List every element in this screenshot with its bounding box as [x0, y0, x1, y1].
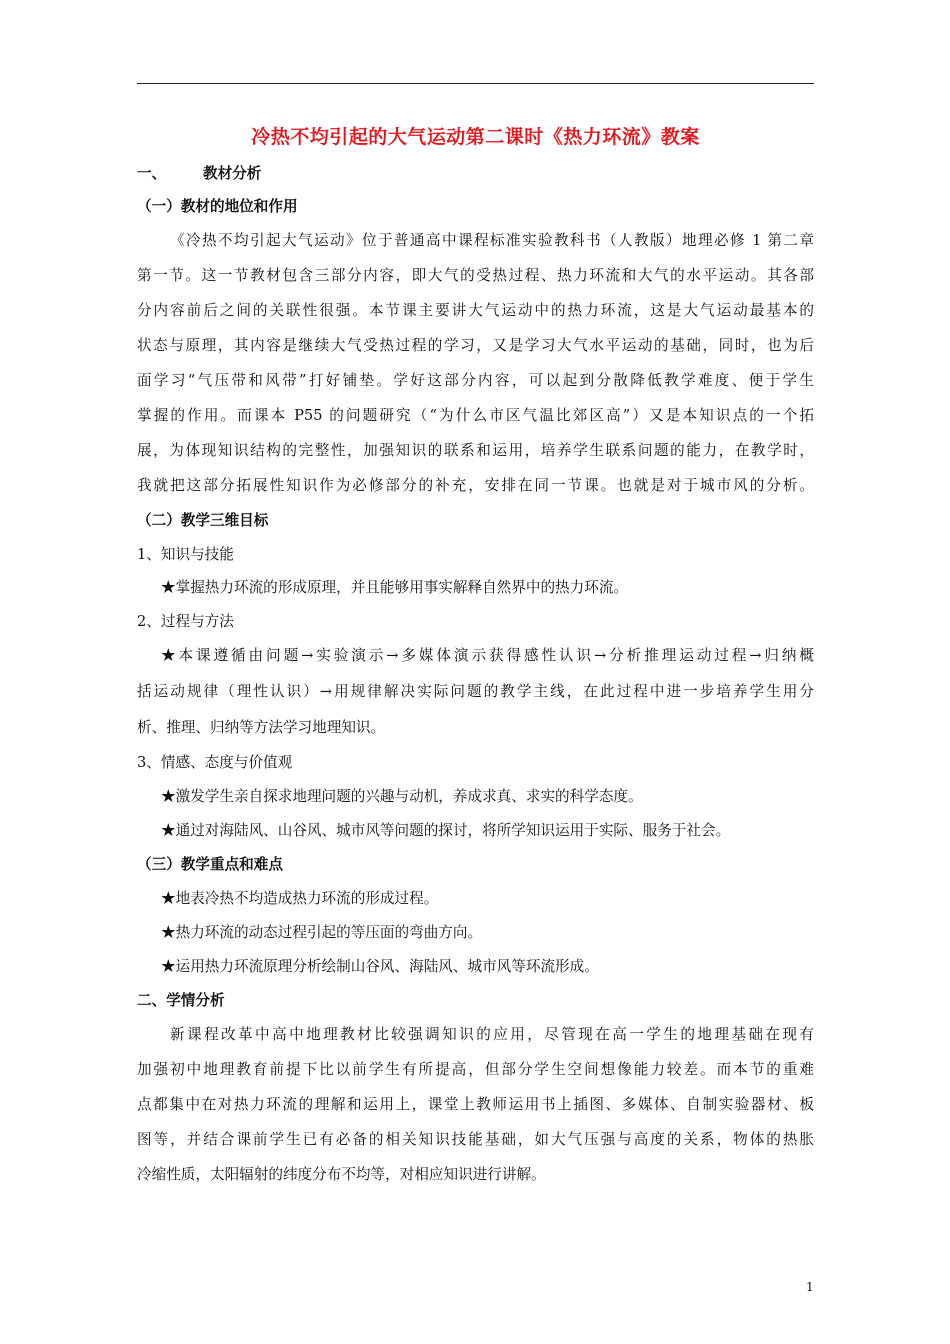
goal-2-line: 析、推理、归纳等方法学习地理知识。	[137, 719, 386, 736]
section-1-heading: 教材分析	[203, 165, 262, 182]
key-point-item: ★运用热力环流原理分析绘制山谷风、海陆风、城市风等环流形成。	[161, 958, 599, 975]
paragraph-2-line: 加强初中地理教育前提下比以前学生有所提高，但部分学生空间想像能力较差。而本节的重难	[137, 1061, 814, 1078]
goal-2-line: 括运动规律（理性认识）→用规律解决实际问题的教学主线，在此过程中进一步培养学生用分	[137, 683, 814, 700]
paragraph-1-line: 状态与原理，其内容是继续大气受热过程的学习，又是学习大气水平运动的基础，同时，也为后	[137, 337, 814, 354]
goal-2-line: ★本课遵循由问题→实验演示→多媒体演示获得感性认识→分析推理运动过程→归纳概	[161, 647, 814, 664]
paragraph-1-line: 展，为体现知识结构的完整性，加强知识的联系和运用，培养学生联系问题的能力，在教学时，	[137, 442, 814, 459]
paragraph-1-line: 面学习“气压带和风带”打好铺垫。学好这部分内容，可以起到分散降低教学难度、便于学生	[137, 372, 814, 389]
section-1-number: 一、	[137, 165, 167, 182]
subsection-3-heading: （三）教学重点和难点	[137, 856, 283, 873]
goal-3-item: ★激发学生亲自探求地理问题的兴趣与动机，养成求真、求实的科学态度。	[161, 788, 643, 805]
key-point-item: ★地表冷热不均造成热力环流的形成过程。	[161, 890, 439, 907]
paragraph-2-line: 点都集中在对热力环流的理解和运用上，课堂上教师运用书上插图、多媒体、自制实验器材、板	[137, 1096, 814, 1113]
goal-2-heading: 2、过程与方法	[137, 613, 234, 630]
section-2-heading: 二、学情分析	[137, 992, 225, 1009]
paragraph-1-line: 我就把这部分拓展性知识作为必修部分的补充，安排在同一节课。也就是对于城市风的分析。	[137, 477, 814, 494]
document-title: 冷热不均引起的大气运动第二课时《热力环流》教案	[251, 126, 700, 148]
paragraph-1-line: 掌握的作用。而课本 P55 的问题研究（“为什么市区气温比郊区高”）又是本知识点的一个拓	[137, 407, 814, 424]
goal-1-item: ★掌握热力环流的形成原理，并且能够用事实解释自然界中的热力环流。	[161, 579, 629, 596]
paragraph-2-line: 新课程改革中高中地理教材比较强调知识的应用，尽管现在高一学生的地理基础在现有	[170, 1026, 814, 1043]
paragraph-1-line: 分内容前后之间的关联性很强。本节课主要讲大气运动中的热力环流，这是大气运动最基本的	[137, 302, 814, 319]
goal-1-heading: 1、知识与技能	[137, 546, 234, 563]
header-rule	[137, 83, 814, 84]
paragraph-2-line: 冷缩性质，太阳辐射的纬度分布不均等，对相应知识进行讲解。	[137, 1166, 546, 1183]
page-number: 1	[806, 1280, 814, 1294]
goal-3-item: ★通过对海陆风、山谷风、城市风等问题的探讨，将所学知识运用于实际、服务于社会。	[161, 822, 731, 839]
subsection-1-heading: （一）教材的地位和作用	[137, 198, 298, 215]
key-point-item: ★热力环流的动态过程引起的等压面的弯曲方向。	[161, 924, 483, 941]
subsection-2-heading: （二）教学三维目标	[137, 512, 269, 529]
paragraph-1-line: 第一节。这一节教材包含三部分内容，即大气的受热过程、热力环流和大气的水平运动。其各部	[137, 267, 814, 284]
paragraph-1-line: 《冷热不均引起大气运动》位于普通高中课程标准实验教科书（人教版）地理必修 1 第二章	[170, 232, 814, 249]
goal-3-heading: 3、情感、态度与价值观	[137, 754, 293, 771]
paragraph-2-line: 图等，并结合课前学生已有必备的相关知识技能基础，如大气压强与高度的关系，物体的热胀	[137, 1131, 814, 1148]
